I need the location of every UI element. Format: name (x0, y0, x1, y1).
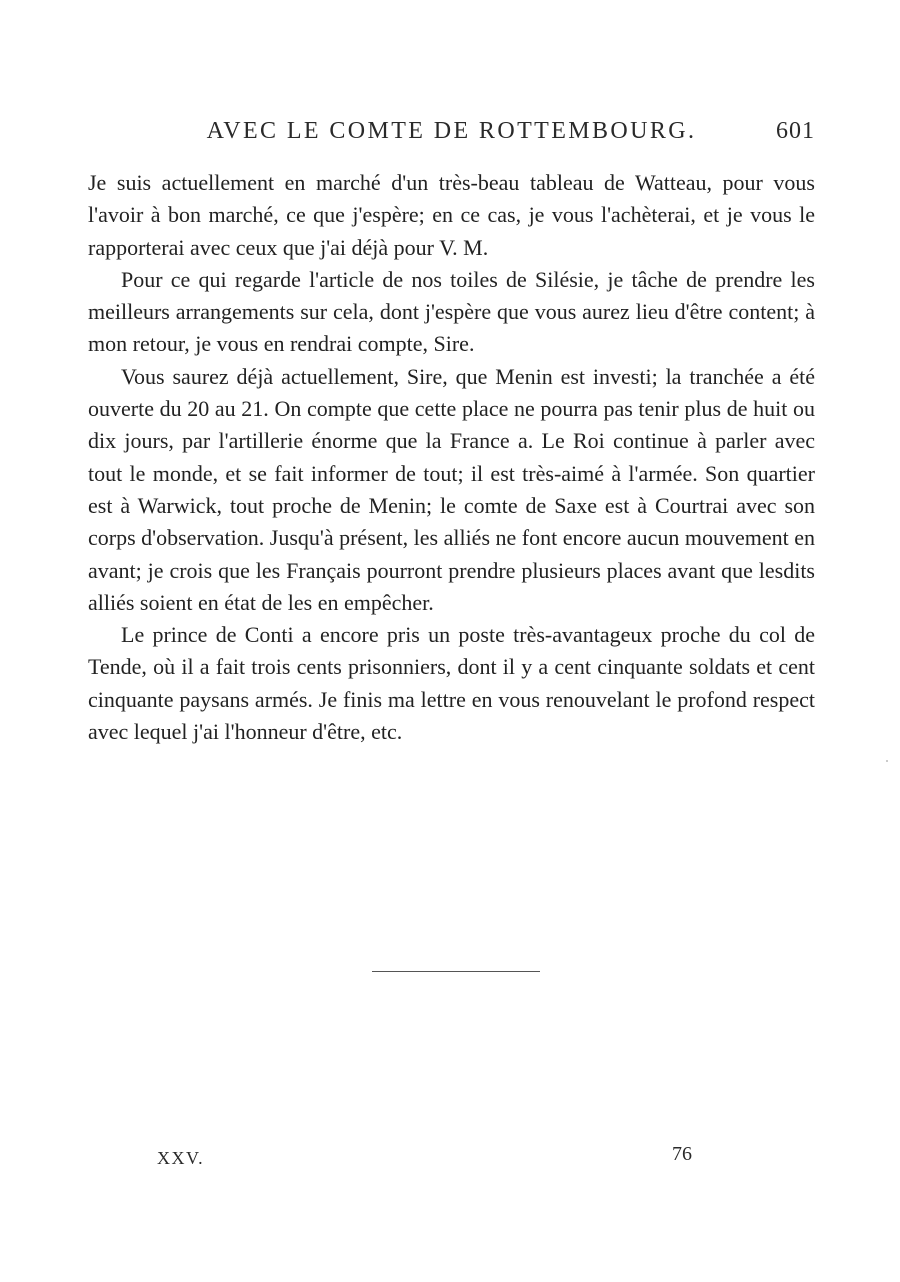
signature-number: 76 (672, 1143, 692, 1165)
paragraph-continuation: Je suis actuellement en marché d'un très-beau tableau de Watteau, pour vous l'avoir à bon marché, ce que j'espère; en ce cas, je vous l'achèterai, et je vous le rapporterai avec ceux que j'ai déjà pour V. M. (88, 170, 815, 260)
page-number: 601 (776, 118, 815, 144)
paragraph-conti: Le prince de Conti a encore pris un poste très-avantageux proche du col de Tende, où il a fait trois cents prisonniers, dont il y a cent cinquante soldats et cent cinquante paysans armés. Je finis ma lettre en vous renouvelant le profond respect avec lequel j'ai l'honneur d'être, etc. (88, 622, 815, 745)
paper-speck (886, 760, 888, 762)
running-head (88, 118, 815, 152)
paragraph-menin: Vous saurez déjà actuellement, Sire, que Menin est investi; la tranchée a été ouverte du 20 au 21. On compte que cette place ne pourra pas tenir plus de huit ou dix jours, par l'artillerie énorme que la France a. Le Roi continue à parler avec tout le monde, et se fait informer de tout; il est très-aimé à l'armée. Son quartier est à Warwick, tout proche de Menin; le comte de Saxe est à Courtrai avec son corps d'observation. Jusqu'à présent, les alliés ne font encore aucun mouvement en avant; je crois que les Français pourront prendre plusieurs places avant que lesdits alliés soient en état de les en empêcher. (88, 363, 815, 615)
letter-body (88, 167, 815, 748)
running-title: AVEC LE COMTE DE ROTTEMBOURG. (206, 118, 697, 144)
signature-mark: XXV. (157, 1148, 205, 1168)
section-end-rule (372, 971, 540, 972)
paragraph-silesie: Pour ce qui regarde l'article de nos toiles de Silésie, je tâche de prendre les meilleurs arrangements sur cela, dont j'espère que vous aurez lieu d'être content; à mon retour, je vous en rendrai compte, Sire. (88, 266, 815, 357)
